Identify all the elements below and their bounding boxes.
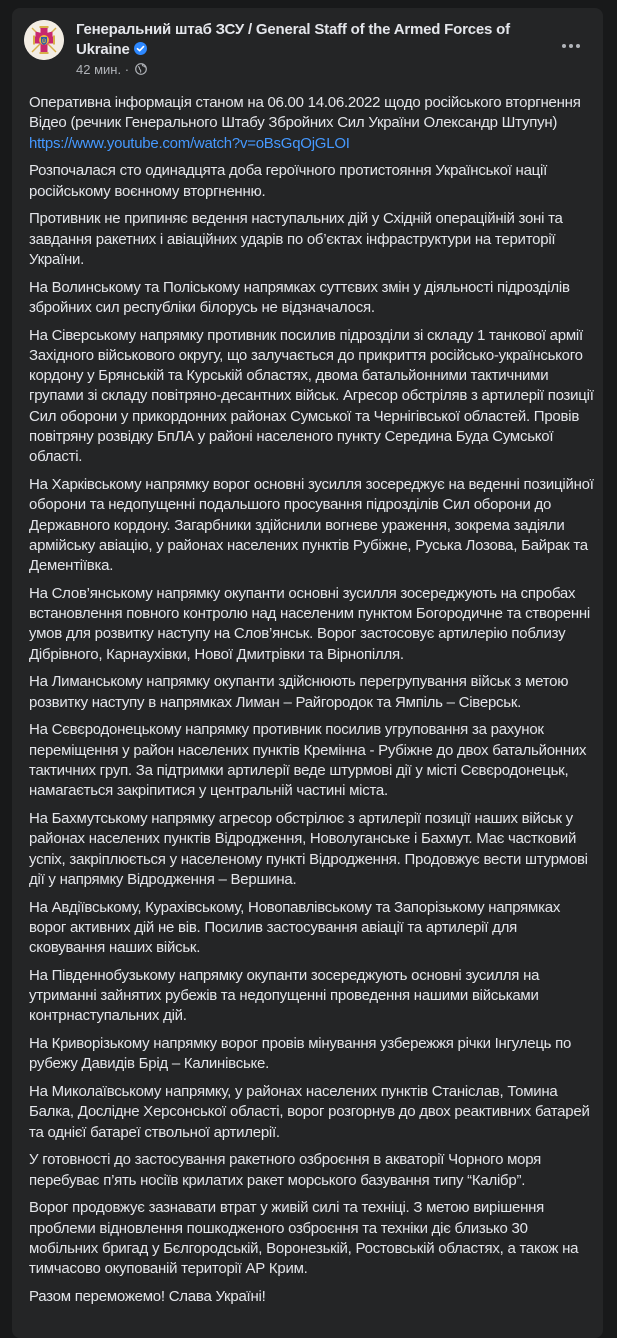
post-paragraph: На Слов’янському напрямку окупанти основні зусилля зосереджують на спробах встановлення повного контролю над населеним пунктом Богородичне та створенні умов для розвитку наступу на Слов’янськ. Ворог застосовує артилерію поблизу Дібрівного, Карнаухівки, Нової Дмитрівки та Вірнопілля.: [29, 584, 590, 663]
intro-title: Оперативна інформація станом на 06.00 14.06.2022 щодо російського вторгнення: [29, 94, 581, 111]
post-paragraph: На Харківському напрямку ворог основні зусилля зосереджує на веденні позиційної оборони та недопущенні подальшого просування підрозділів Сил оборони до Державного кордону. Загарбники здійснили вогневе ураження, зокрема задіяли армійську авіацію, у районах населених пунктів Рубіжне, Руська Лозова, Байрак та Дементіївка.: [29, 476, 594, 575]
page-name-line-2[interactable]: Ukraine: [76, 41, 130, 58]
post-card: [12, 8, 603, 1338]
page-name[interactable]: [76, 20, 546, 60]
post-closing: Разом переможемо! Слава Україні!: [29, 1287, 266, 1305]
post-options-button[interactable]: [553, 28, 589, 64]
post-timestamp[interactable]: 42 мин.: [76, 62, 122, 77]
post-body: [29, 93, 595, 1315]
post-paragraph: На Бахмутському напрямку агресор обстрілює з артилерії позиції наших військ у районах населених пунктів Відродження, Новолуганське і Бахмут. Має частковий успіх, закріплюється у населеному пункті Відродження. Продовжує вести штурмові дії у напрямку Відродження – Вершина.: [29, 810, 588, 888]
post-paragraph: На Південнобузькому напрямку окупанти зосереджують основні зусилля на утриманні зайнятих рубежів та недопущенні проведення нашими військами контрнаступальних дій.: [29, 966, 540, 1025]
page-name-line-1[interactable]: Генеральний штаб ЗСУ / General Staff of the Armed Forces of: [76, 21, 510, 38]
post-paragraph: На Криворізькому напрямку ворог провів мінування узбережжя річки Інгулець по рубежу Давидів Брід – Калинівське.: [29, 1035, 572, 1073]
post-paragraph: На Сіверському напрямку противник посилив підрозділи зі складу 1 танкової армії Західного військового округу, що залучається до прикриття російсько-українського кордону у Брянській та Курській областях, двома батальйонними тактичними групами зі складу повітряно-десантних військ. Агресор обстріляв з артилерії позиції Сил оборони у прикордонних районах Сумської та Чернігівської областей. Провів повітряну розвідку БпЛА у районі населеного пункту Середина Буда Сумської області.: [29, 326, 594, 466]
post-meta: [76, 62, 147, 78]
post-paragraph: На Волинському та Поліському напрямках суттєвих змін у діяльності підрозділів збройних сил республіки білорусь не відзначалося.: [29, 278, 570, 316]
post-paragraph: Противник не припиняє ведення наступальних дій у Східній операційній зоні та завдання ракетних і авіаційних ударів по об’єктах інфраструктури на території України.: [29, 210, 563, 268]
meta-separator: ·: [124, 62, 130, 77]
post-paragraph: У готовності до застосування ракетного озброєння в акваторії Чорного моря перебуває п’ять носіїв крилатих ракет морського базування типу “Калібр”.: [29, 1151, 542, 1189]
intro-video-caption: Відео (речник Генерального Штабу Збройних Сил України Олександр Штупун): [29, 114, 558, 132]
post-paragraph: Ворог продовжує зазнавати втрат у живій силі та техніці. З метою вирішення проблеми відновлення пошкодженого озброєння та техніки діє близько 30 мобільних бригад у Бєлгородській, Воронезькій, Ростовській областях, а також на тимчасово окупованій території АР Крим.: [29, 1199, 579, 1278]
post-intro: [29, 93, 595, 154]
post-paragraph: На Сєвєродонецькому напрямку противник посилив угруповання за рахунок переміщення у район населених пунктів Кремінна - Рубіжне до двох батальйонних тактичних груп. За підтримки артилерії веде штурмові дії у місті Сєвєродонецьк, намагається закріпитися у центральній частині міста.: [29, 721, 587, 800]
general-staff-emblem-icon: [24, 20, 64, 60]
post-paragraph: Розпочалася сто одинадцята доба героїчного протистояння Української нації російському воєнному вторгненню.: [29, 162, 548, 200]
globe-icon[interactable]: [135, 63, 147, 75]
post-paragraph: На Миколаївському напрямку, у районах населених пунктів Станіслав, Томина Балка, Дослідне Херсонської області, ворог розгорнув до двох реактивних батарей та однієї батареї ствольної артилерії.: [29, 1083, 590, 1141]
post-paragraph: На Авдіївському, Курахівському, Новопавлівському та Запорізькому напрямках ворог активних дій не вів. Посилив застосування авіації та артилерії для сковування наших військ.: [29, 898, 561, 957]
more-horizontal-icon: [561, 44, 582, 48]
verified-badge-icon: [134, 41, 147, 54]
page-avatar[interactable]: [24, 20, 64, 60]
youtube-link[interactable]: https://www.youtube.com/watch?v=oBsGqOjGLOI: [29, 134, 350, 152]
post-paragraph: На Лиманському напрямку окупанти здійснюють перегрупування військ з метою розвитку наступу в напрямках Лиман – Райгородок та Ямпіль – Сіверськ.: [29, 673, 569, 711]
